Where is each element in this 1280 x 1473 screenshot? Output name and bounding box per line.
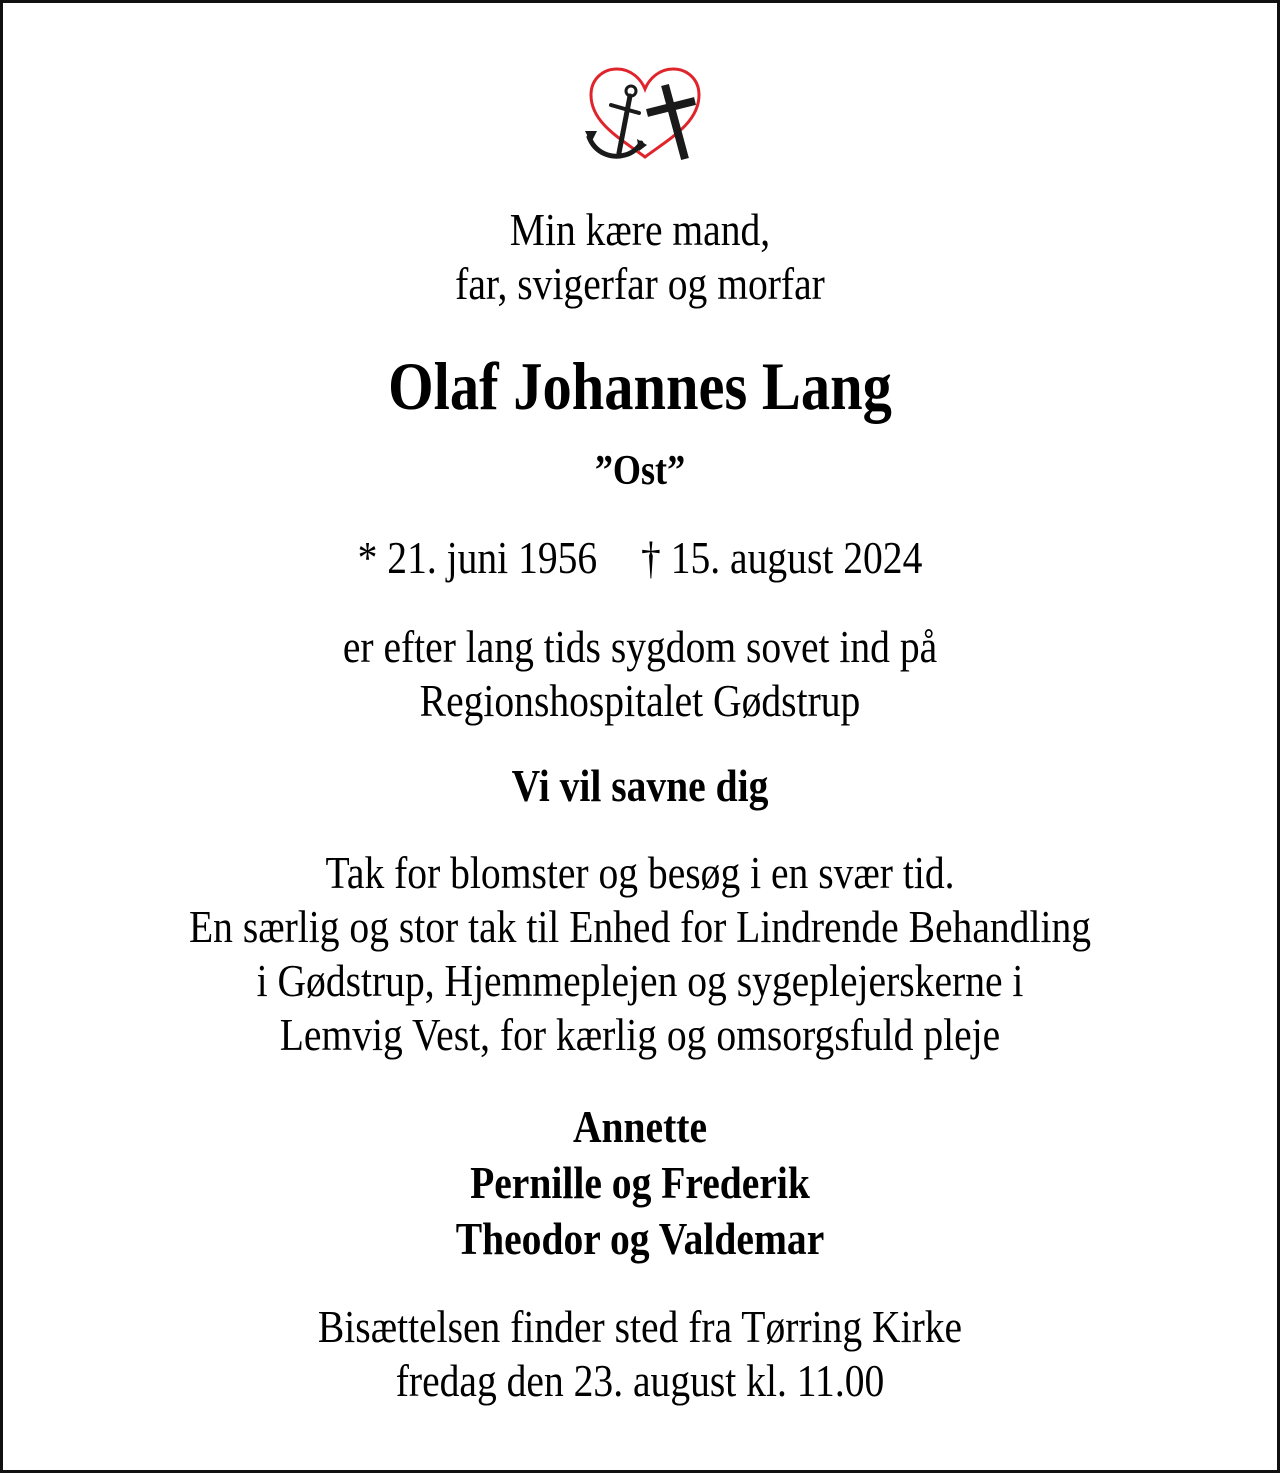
thanks-line: Lemvig Vest, for kærlig og omsorgsfuld pleje bbox=[279, 1009, 1001, 1060]
death-date: 15. august 2024 bbox=[670, 532, 923, 583]
family-name: Theodor og Valdemar bbox=[455, 1213, 825, 1264]
deceased-name: Olaf Johannes Lang bbox=[388, 348, 892, 424]
farewell-text: Vi vil savne dig bbox=[511, 760, 769, 811]
thanks-line: Tak for blomster og besøg i en svær tid. bbox=[325, 847, 955, 898]
life-dates bbox=[92, 531, 1188, 585]
family-name: Annette bbox=[572, 1101, 708, 1152]
funeral-line-1: Bisættelsen finder sted fra Tørring Kirke bbox=[317, 1301, 963, 1352]
announcement-line-2: Regionshospitalet Gødstrup bbox=[419, 675, 861, 726]
deceased-nickname: ”Ost” bbox=[594, 448, 686, 494]
birth-date: 21. juni 1956 bbox=[387, 532, 598, 583]
birth-star-icon: * bbox=[357, 532, 378, 583]
heart-anchor-cross-icon bbox=[581, 65, 709, 163]
announcement-line-1: er efter lang tids sygdom sovet ind på bbox=[342, 621, 938, 672]
funeral-line-2: fredag den 23. august kl. 11.00 bbox=[395, 1355, 885, 1406]
family-name: Pernille og Frederik bbox=[470, 1157, 810, 1208]
thanks-line: i Gødstrup, Hjemmeplejen og sygeplejerskerne i bbox=[256, 955, 1024, 1006]
dagger-icon: † bbox=[641, 532, 661, 583]
intro-line-1: Min kære mand, bbox=[509, 204, 771, 255]
thanks-line: En særlig og stor tak til Enhed for Lindrende Behandling bbox=[188, 901, 1092, 952]
intro-line-2: far, svigerfar og morfar bbox=[455, 258, 825, 309]
